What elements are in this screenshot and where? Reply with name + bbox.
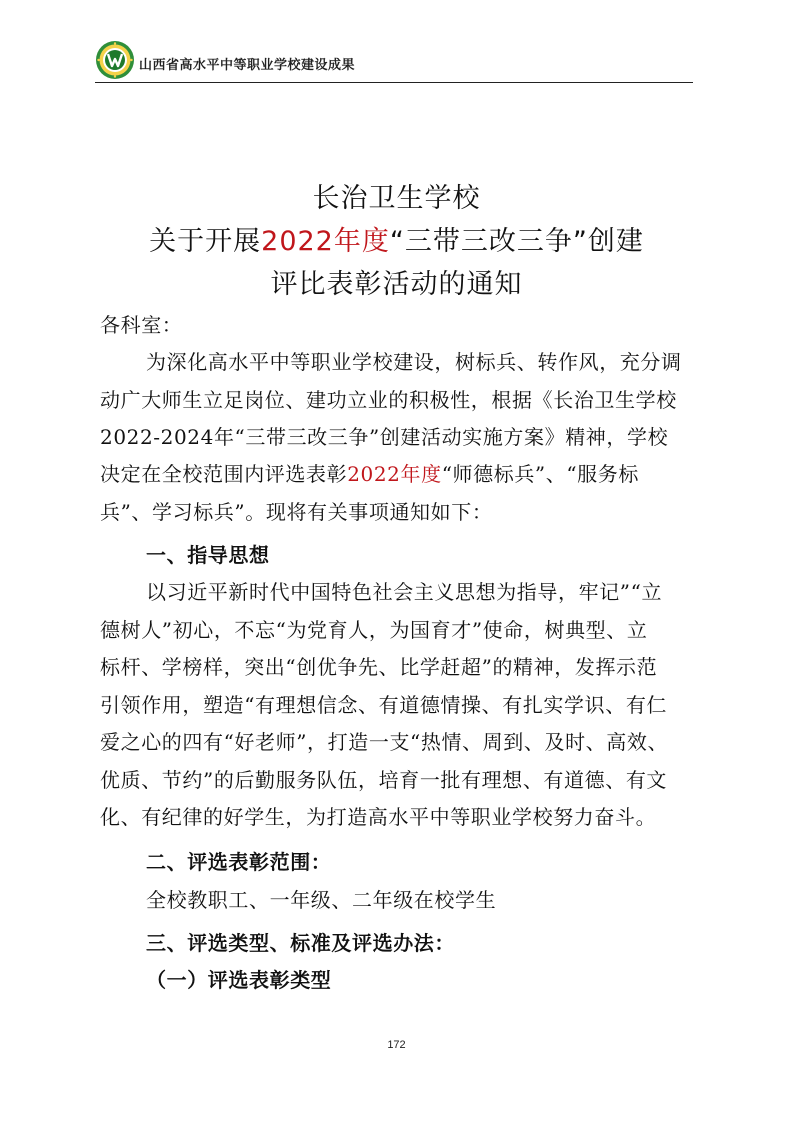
intro-line-4 bbox=[100, 458, 639, 487]
page-number: 172 bbox=[387, 1039, 406, 1051]
intro-line-4-post: “师德标兵”、“服务标 bbox=[441, 462, 639, 486]
section-1-line-1: 以习近平新时代中国特色社会主义思想为指导，牢记”“立 bbox=[146, 580, 663, 604]
title-line-2-pre: 关于开展 bbox=[149, 226, 262, 257]
title-year: 2022年度 bbox=[261, 226, 390, 257]
title-line-1: 长治卫生学校 bbox=[312, 183, 481, 214]
section-3-heading: 三、评选类型、标准及评选办法： bbox=[146, 931, 455, 955]
school-logo-icon bbox=[95, 40, 135, 80]
header-title: 山西省高水平中等职业学校建设成果 bbox=[139, 58, 356, 73]
intro-line-5: 兵”、学习标兵”。现将有关事项通知如下： bbox=[100, 500, 493, 524]
section-1-line-3: 标杆、学榜样，突出“创优争先、比学赶超”的精神，发挥示范 bbox=[100, 655, 658, 679]
page-header bbox=[95, 40, 693, 83]
intro-line-2: 动广大师生立足岗位、建功立业的积极性，根据《长治卫生学校 bbox=[100, 388, 677, 412]
title-line-3: 评比表彰活动的通知 bbox=[270, 269, 523, 300]
section-1-line-4: 引领作用，塑造“有理想信念、有道德情操、有扎实学识、有仁 bbox=[100, 693, 668, 717]
section-1-line-2: 德树人”初心，不忘“为党育人，为国育才”使命，树典型、立 bbox=[100, 618, 648, 642]
intro-line-4-pre: 决定在全校范围内评选表彰 bbox=[100, 462, 348, 486]
subsection-1-heading: （一）评选表彰类型 bbox=[146, 968, 332, 992]
section-2-heading: 二、评选表彰范围： bbox=[146, 850, 332, 874]
section-1-line-5: 爱之心的四有“好老师”，打造一支“热情、周到、及时、高效、 bbox=[100, 730, 669, 754]
salutation: 各科室： bbox=[100, 313, 183, 337]
section-1-heading: 一、指导思想 bbox=[146, 543, 270, 567]
intro-year: 2022年度 bbox=[347, 462, 442, 486]
title-line-2 bbox=[0, 219, 793, 258]
title-line-2-post: “三带三改三争”创建 bbox=[389, 226, 644, 257]
section-2-line: 全校教职工、一年级、二年级在校学生 bbox=[146, 888, 497, 912]
intro-line-3: 2022-2024年“三带三改三争”创建活动实施方案》精神，学校 bbox=[100, 425, 669, 449]
intro-line-1: 为深化高水平中等职业学校建设，树标兵、转作风，充分调 bbox=[146, 350, 682, 374]
section-1-line-6: 优质、节约”的后勤服务队伍，培育一批有理想、有道德、有文 bbox=[100, 768, 668, 792]
section-1-line-7: 化、有纪律的好学生，为打造高水平中等职业学校努力奋斗。 bbox=[100, 805, 657, 829]
